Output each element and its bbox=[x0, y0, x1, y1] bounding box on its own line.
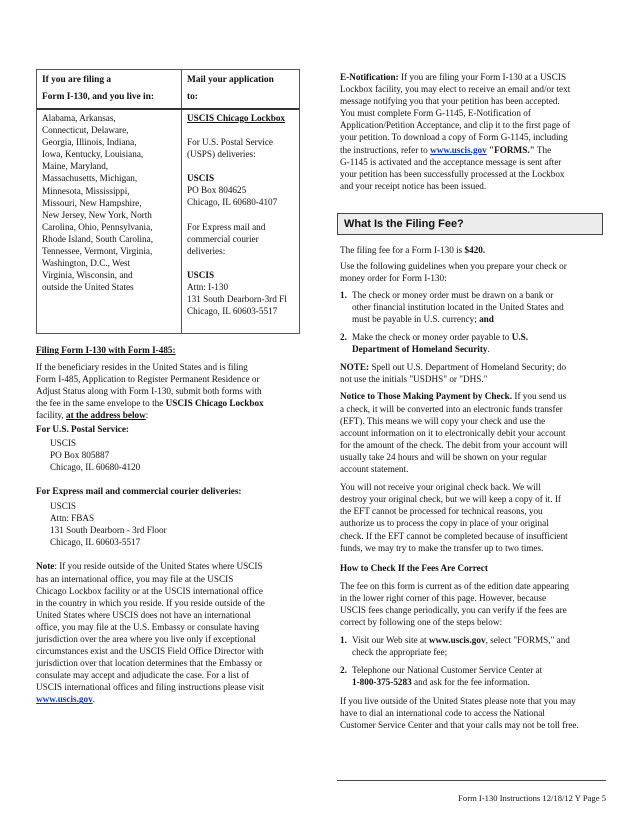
paragraph-line: funds, we may try to make the transfer up to two times. bbox=[340, 542, 544, 553]
paragraph-line: Adjust Status along with Form I-130, submit both forms with bbox=[36, 386, 262, 397]
paragraph-line: for the amount of the check. The debit from your account will bbox=[340, 439, 568, 450]
text-span: Visit our Web site at bbox=[352, 635, 429, 646]
state-line: Maine, Maryland, bbox=[42, 161, 109, 172]
paragraph-line: www.uscis.gov. bbox=[36, 694, 95, 705]
text-span: , select "FORMS," and bbox=[485, 635, 570, 646]
usps-line: For U.S. Postal Service bbox=[187, 137, 274, 148]
list-item bbox=[340, 289, 610, 326]
fee-section bbox=[340, 244, 610, 731]
uscis-link[interactable]: www.uscis.gov bbox=[430, 144, 487, 155]
phone-number: 1-800-375-5283 bbox=[352, 677, 412, 688]
state-line: Missouri, New Hampshire, bbox=[42, 197, 142, 208]
footer-rule bbox=[337, 780, 606, 781]
list-item bbox=[340, 634, 610, 659]
note-label: NOTE: bbox=[340, 362, 370, 373]
paragraph-line bbox=[352, 331, 528, 343]
header-line: If you are filing a bbox=[42, 75, 112, 85]
text-span: and ask for the fee information. bbox=[411, 677, 530, 688]
address-line: PO Box 805887 bbox=[50, 449, 110, 460]
paragraph-line: USCIS international offices and filing instructions please visit bbox=[36, 682, 265, 693]
paragraph-line bbox=[352, 313, 564, 325]
paragraph-line: jurisdiction over that location determines that the Embassy or bbox=[36, 658, 263, 669]
paragraph-line: consulate may accept and adjudicate the case. For a list of bbox=[36, 670, 250, 681]
state-line: outside the United States bbox=[42, 282, 134, 293]
text-span: U.S. bbox=[511, 332, 529, 343]
address-line: 131 South Dearborn-3rd Fl bbox=[187, 294, 287, 305]
paragraph-line: message notifying you that your petition has been accepted. bbox=[340, 96, 560, 107]
i485-heading: Filing Form I-130 with Form I-485: bbox=[36, 345, 176, 355]
address-line: USCIS bbox=[50, 437, 77, 448]
address-line: Attn: FBAS bbox=[50, 513, 95, 524]
table-header-col1 bbox=[42, 72, 178, 106]
uscis-link[interactable]: www.uscis.gov bbox=[36, 694, 93, 705]
text-span: : If you reside outside of the United States where USCIS bbox=[54, 561, 263, 572]
paragraph-line: check the appropriate fee; bbox=[352, 647, 448, 658]
paragraph-line: destroy your original check, but we will keep a copy of it. If bbox=[340, 494, 561, 505]
address-line: USCIS bbox=[50, 501, 77, 512]
paragraph-line: account statement. bbox=[340, 464, 409, 475]
paragraph-line: jurisdiction over the area where you live only if exceptional bbox=[36, 633, 256, 644]
express-line: For Express mail and bbox=[187, 221, 266, 232]
text-span: If you send us bbox=[512, 391, 567, 402]
paragraph-line: a check, it will be converted into an electronic funds transfer bbox=[340, 403, 563, 414]
note-label: Note bbox=[36, 561, 55, 572]
paragraph-line: Customer Service Center and that your calls may not be toll free. bbox=[340, 720, 579, 731]
paragraph-line bbox=[340, 361, 610, 373]
list-item bbox=[340, 331, 610, 356]
paragraph-line: You must complete Form G-1145, E-Notification of bbox=[340, 108, 531, 119]
paragraph-line: United States where USCIS does not have an international bbox=[36, 609, 251, 620]
lockbox-name: USCIS Chicago Lockbox bbox=[165, 398, 264, 409]
express-line: deliveries: bbox=[187, 245, 226, 256]
page-footer: Form I-130 Instructions 12/18/12 Y Page 5 bbox=[458, 793, 606, 803]
paragraph-line bbox=[340, 71, 606, 83]
paragraph-line: in the lower right corner of this page. However, because bbox=[340, 592, 547, 603]
paragraph-line bbox=[340, 144, 606, 156]
text-span: facility, bbox=[36, 410, 67, 421]
forms-label: "FORMS." bbox=[486, 144, 535, 155]
table-header-col2 bbox=[187, 72, 305, 106]
state-line: Alabama, Arkansas, bbox=[42, 113, 116, 123]
state-line: Massachusetts, Michigan, bbox=[42, 173, 138, 184]
text-span: The bbox=[534, 144, 552, 155]
paragraph-line bbox=[340, 390, 610, 402]
text-span: If you are filing your Form I-130 at a USCIS bbox=[398, 72, 567, 82]
e-notification-section bbox=[340, 71, 606, 192]
address-line: 131 South Dearborn - 3rd Floor bbox=[50, 525, 167, 536]
address-line: Chicago, IL 60603-5517 bbox=[187, 306, 278, 317]
text-span: The filing fee for a Form I-130 is bbox=[340, 245, 465, 255]
paragraph-line: Lockbox facility, you may elect to receive an email and/or text bbox=[340, 84, 571, 95]
paragraph-line: have to dial an international code to access the National bbox=[340, 708, 545, 719]
paragraph-line: money order for Form I-130: bbox=[340, 273, 447, 284]
address-line: Chicago, IL 60680-4120 bbox=[50, 461, 141, 472]
text-span: the instructions, refer to bbox=[340, 144, 431, 155]
paragraph-line: other financial institution located in the United States and bbox=[352, 302, 564, 313]
state-line: New Jersey, New York, North bbox=[42, 209, 152, 220]
fee-check-heading: How to Check If the Fees Are Correct bbox=[340, 562, 488, 573]
paragraph-line: correct by following one of the steps below: bbox=[340, 617, 503, 628]
paragraph-line: in the country in which you reside. If you reside outside of the bbox=[36, 597, 265, 608]
usps-heading: For U.S. Postal Service: bbox=[36, 423, 129, 434]
filing-fee-heading: What Is the Filing Fee? bbox=[337, 213, 603, 235]
usps-line: (USPS) deliveries: bbox=[187, 149, 256, 160]
paragraph-line: Chicago Lockbox facility or at the USCIS international office bbox=[36, 585, 263, 596]
paragraph-line: USCIS fees change periodically, you can verify if the fees are bbox=[340, 604, 567, 615]
address-line: Chicago, IL 60603-5517 bbox=[50, 537, 141, 548]
left-column bbox=[36, 344, 302, 706]
paragraph-line: Form I-485, Application to Register Permanent Residence or bbox=[36, 374, 260, 385]
state-line: Washington, D.C., West bbox=[42, 258, 131, 269]
notice-label: Notice to Those Making Payment by Check. bbox=[340, 391, 513, 402]
text-span: and bbox=[479, 314, 494, 325]
fee-amount: $420. bbox=[464, 245, 486, 255]
paragraph-line: and your receipt notice has been issued. bbox=[340, 180, 487, 191]
paragraph-line bbox=[352, 634, 570, 646]
paragraph-line: You will not receive your original check back. We will bbox=[340, 482, 541, 493]
header-line: Mail your application bbox=[187, 75, 274, 85]
state-line: Carolina, Ohio, Pennsylvania, bbox=[42, 221, 153, 232]
paragraph-line: The check or money order must be drawn on a bank or bbox=[352, 290, 554, 301]
paragraph-line bbox=[36, 560, 302, 572]
list-number: 1. bbox=[340, 635, 347, 646]
address-ref: at the address below bbox=[66, 410, 146, 421]
paragraph-line: If the beneficiary resides in the United States and is filing bbox=[36, 362, 248, 373]
text-span: the fee in the same envelope to the bbox=[36, 398, 166, 409]
paragraph-line: authorize us to process the copy in place of your original bbox=[340, 518, 549, 529]
text-span: Make the check or money order payable to bbox=[352, 332, 512, 343]
paragraph-line: Department of Homeland Security. bbox=[352, 344, 490, 355]
paragraph-line bbox=[352, 676, 542, 688]
paragraph-line: has an international office, you may file at the USCIS bbox=[36, 573, 234, 584]
paragraph-line: your petition has been successfully processed at the Lockbox bbox=[340, 168, 565, 179]
list-number: 1. bbox=[340, 290, 347, 301]
address-line: Chicago, IL 60680-4107 bbox=[187, 197, 278, 208]
paragraph-line: Application/Petition Acceptance, and clip it to the first page of bbox=[340, 120, 571, 131]
state-line: Connecticut, Delaware, bbox=[42, 125, 129, 136]
lockbox-addresses bbox=[187, 112, 305, 317]
paragraph-line: circumstances exist and the USCIS Field Office Director with bbox=[36, 646, 264, 657]
list-number: 2. bbox=[340, 332, 347, 343]
payee-name: Department of Homeland Security bbox=[352, 344, 488, 355]
address-line: Attn: I-130 bbox=[187, 281, 229, 292]
paragraph-line: usually take 24 hours and will be shown on your regular bbox=[340, 451, 547, 462]
paragraph-line bbox=[340, 244, 610, 256]
address-line: USCIS bbox=[187, 269, 215, 280]
paragraph-line: account information on it to electronically debit your account bbox=[340, 427, 566, 438]
list-number: 2. bbox=[340, 665, 347, 676]
state-line: Virginia, Wisconsin, and bbox=[42, 270, 133, 281]
text-span: Spell out U.S. Department of Homeland Security; do bbox=[369, 362, 567, 373]
paragraph-line: the EFT cannot be processed for technical reasons, you bbox=[340, 506, 543, 517]
paragraph-line: check. If the EFT cannot be completed because of insufficient bbox=[340, 530, 568, 541]
paragraph-line: G-1145 is activated and the acceptance message is sent after bbox=[340, 156, 562, 167]
header-line: to: bbox=[187, 92, 198, 102]
table-header-rule bbox=[37, 108, 299, 110]
address-line: PO Box 804625 bbox=[187, 185, 247, 196]
express-line: commercial courier bbox=[187, 233, 259, 244]
state-line: Georgia, Illinois, Indiana, bbox=[42, 137, 137, 148]
paragraph-line: The fee on this form is current as of the edition date appearing bbox=[340, 580, 570, 591]
paragraph-line bbox=[36, 397, 302, 409]
express-heading: For Express mail and commercial courier deliveries: bbox=[36, 485, 242, 496]
paragraph-line: Use the following guidelines when you prepare your check or bbox=[340, 261, 567, 272]
state-line: Minnesota, Mississippi, bbox=[42, 185, 130, 196]
paragraph-line: your petition. To download a copy of Form G-1145, including bbox=[340, 132, 568, 143]
lockbox-title: USCIS Chicago Lockbox bbox=[187, 113, 286, 123]
list-item bbox=[340, 664, 610, 689]
state-line: Rhode Island, South Carolina, bbox=[42, 233, 154, 244]
website-text: www.uscis.gov bbox=[428, 635, 486, 646]
text-span: must be payable in U.S. currency; bbox=[352, 314, 480, 325]
paragraph-line: not use the initials "USDHS" or "DHS." bbox=[340, 374, 488, 385]
paragraph-line: office, you may file at the U.S. Embassy or consulate having bbox=[36, 621, 260, 632]
paragraph-line: facility, at the address below: bbox=[36, 410, 149, 421]
address-line: USCIS bbox=[187, 173, 215, 184]
paragraph-line: (EFT). This means we will copy your check and use the bbox=[340, 415, 546, 426]
state-line: Iowa, Kentucky, Louisiana, bbox=[42, 149, 144, 160]
filing-location-table bbox=[36, 69, 300, 334]
header-line: Form I-130, and you live in: bbox=[42, 92, 154, 102]
state-line: Tennessee, Vermont, Virginia, bbox=[42, 246, 153, 257]
paragraph-line: If you live outside of the United States please note that you may bbox=[340, 696, 576, 707]
e-notification-label: E-Notification: bbox=[340, 72, 399, 82]
states-list bbox=[42, 112, 178, 293]
paragraph-line: Telephone our National Customer Service Center at bbox=[352, 665, 543, 676]
